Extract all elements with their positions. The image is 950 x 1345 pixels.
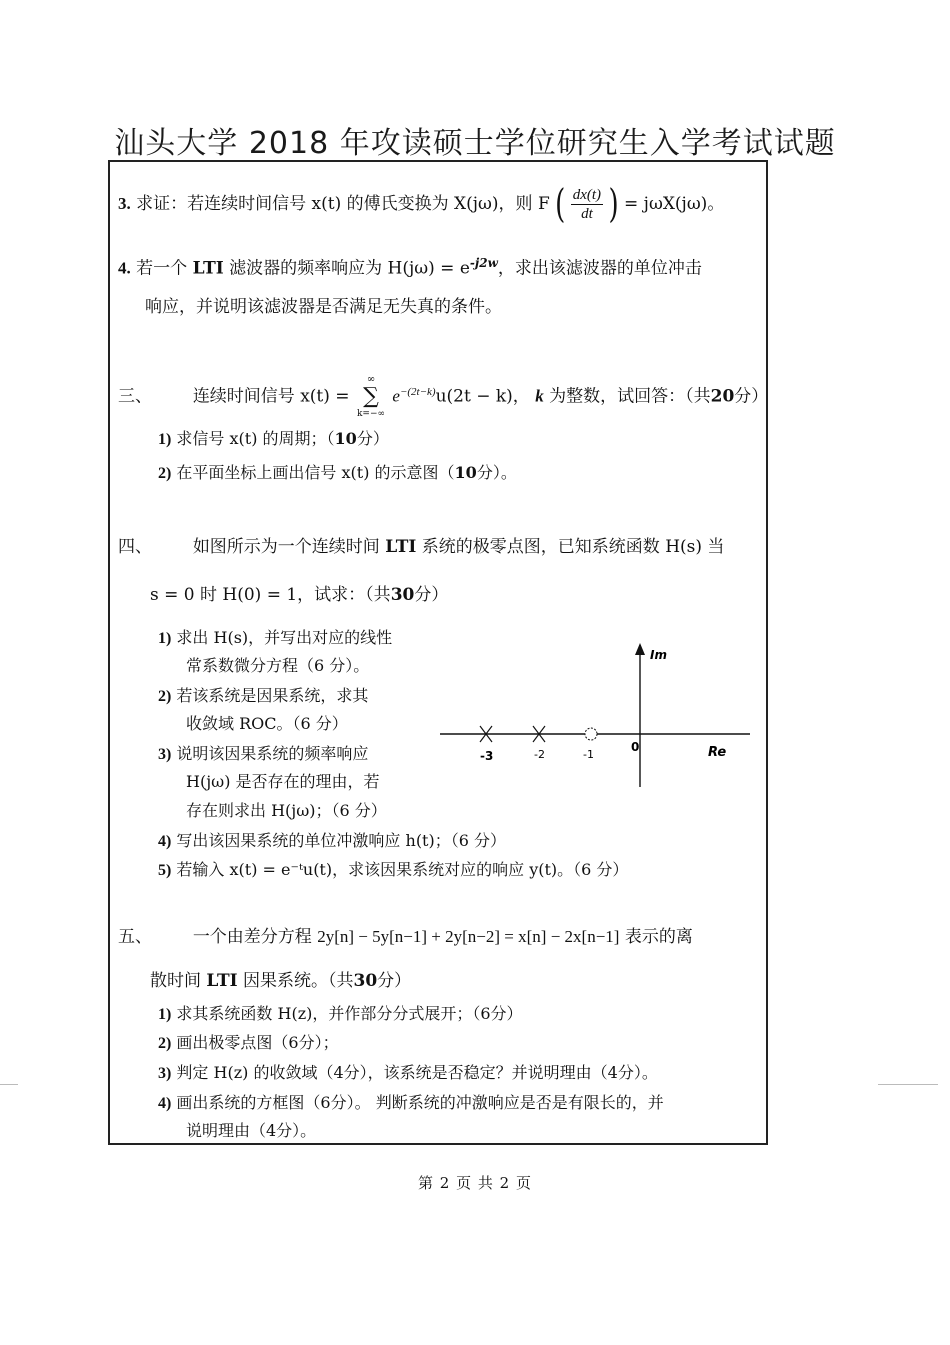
- section-3-text-d: 为整数，试回答：（共: [549, 386, 711, 407]
- item-text: 判定 H(z) 的收敛域（4分），该系统是否稳定？并说明理由（4分）。: [176, 1063, 658, 1082]
- section-5-line-2: [150, 970, 411, 992]
- item-points: 10: [334, 429, 357, 448]
- item-number: 3): [158, 1065, 172, 1082]
- section-4-line-2: [150, 584, 448, 606]
- derivative-fraction: [571, 186, 603, 223]
- section-5-header: [118, 926, 693, 948]
- section-4-label: 四、: [118, 537, 152, 557]
- tick-label-minus-2: -2: [534, 748, 545, 761]
- section-3-item-2: [158, 462, 517, 484]
- question-3-number: 3.: [118, 194, 131, 213]
- difference-equation: 2y[n] − 5y[n−1] + 2y[n−2] = x[n] − 2x[n−1]: [317, 927, 620, 946]
- section-4-item-1: [158, 627, 392, 649]
- item-text: 说明该因果系统的频率响应: [176, 744, 369, 763]
- section-5-item-4: [158, 1092, 664, 1114]
- question-4-line-2: 响应，并说明该滤波器是否满足无失真的条件。: [145, 297, 502, 317]
- question-3: [118, 182, 725, 227]
- item-number: 1): [158, 431, 172, 448]
- imag-axis-label: Im: [650, 648, 667, 662]
- item-text: 若输入 x(t) = e⁻ᵗu(t)，求该因果系统对应的响应 y(t)。（6 分）: [176, 860, 629, 879]
- item-points: 10: [454, 463, 477, 482]
- question-3-text-before: 求证：若连续时间信号 x(t) 的傅氏变换为 X(jω)，则 F: [136, 194, 550, 214]
- item-text-end: 分）: [356, 429, 389, 448]
- section-4-item-3: [158, 743, 368, 765]
- item-number: 1): [158, 1006, 172, 1023]
- section-3-item-1: [158, 428, 389, 450]
- question-4-text-a: 若一个: [136, 258, 188, 279]
- fraction-denominator: dt: [581, 206, 593, 222]
- tick-label-minus-3: -3: [480, 749, 494, 763]
- scan-mark-left: [0, 1084, 18, 1085]
- section-5-item-1: [158, 1003, 523, 1025]
- section-3-text-e: 分）: [734, 386, 769, 407]
- item-text: 画出极零点图（6分）；: [176, 1033, 339, 1052]
- zero-marker-minus-1: [585, 728, 597, 740]
- item-text: 写出该因果系统的单位冲激响应 h(t)；（6 分）: [176, 831, 506, 850]
- item-text: 画出系统的方框图（6分）。 判断系统的冲激响应是否是有限长的，并: [176, 1093, 664, 1112]
- tick-label-zero: 0: [631, 740, 640, 754]
- question-3-text-after: = jωX(jω)。: [624, 194, 725, 214]
- question-4-lti: LTI: [192, 258, 224, 279]
- section-3-points: 20: [710, 386, 735, 407]
- tick-label-minus-1: -1: [583, 748, 594, 761]
- item-number: 1): [158, 630, 172, 647]
- item-text: 求信号 x(t) 的周期；（: [176, 429, 335, 448]
- section-4-line2-end: 分）: [414, 585, 449, 605]
- left-paren: (: [555, 182, 566, 227]
- section-4-item-3-cont-2: 存在则求出 H(jω)；（6 分）: [186, 801, 387, 820]
- question-4-text-d: ，求出该滤波器的单位冲击: [497, 258, 702, 279]
- item-text: 若该系统是因果系统，求其: [176, 686, 369, 705]
- section-5-text-a: 一个由差分方程: [192, 927, 312, 947]
- section-4-item-2: [158, 685, 368, 707]
- section-4-text-c: 系统的极零点图，已知系统函数 H(s) 当: [421, 537, 725, 557]
- section-3-header: [118, 374, 768, 420]
- summation: ∞ ∑ k=−∞: [356, 374, 386, 419]
- section-3-text-c: u(2t − k)，: [435, 386, 530, 407]
- section-5-item-3: [158, 1062, 658, 1084]
- item-number: 2): [158, 1035, 172, 1052]
- section-4-line2-text: s = 0 时 H(0) = 1，试求：（共: [150, 585, 391, 605]
- imag-axis-arrow-icon: [635, 643, 645, 655]
- item-text: 在平面坐标上画出信号 x(t) 的示意图（: [176, 463, 455, 482]
- question-4-exponent: -j2w: [469, 256, 498, 270]
- section-5-lti: LTI: [206, 971, 238, 991]
- section-3-exp-base: e: [392, 386, 400, 406]
- section-4-item-1-cont: 常系数微分方程（6 分）。: [186, 656, 370, 675]
- item-number: 4): [158, 1095, 172, 1112]
- section-4-item-5: [158, 859, 628, 881]
- section-5-line2-d: 分）: [377, 971, 412, 991]
- item-number: 3): [158, 746, 172, 763]
- item-number: 4): [158, 833, 172, 850]
- sum-upper-limit: ∞: [366, 374, 376, 385]
- page-footer: 第 2 页 共 2 页: [418, 1174, 532, 1192]
- item-number: 2): [158, 688, 172, 705]
- section-5-item-4-cont: 说明理由（4分）。: [186, 1121, 317, 1140]
- section-3-exponent: −(2t−k): [399, 385, 436, 398]
- section-4-points: 30: [390, 585, 415, 605]
- section-4-item-2-cont: 收敛域 ROC。（6 分）: [186, 714, 348, 733]
- section-5-line2-c: 因果系统。（共: [242, 971, 354, 991]
- section-5-label: 五、: [118, 927, 152, 947]
- real-axis-label: Re: [708, 745, 727, 760]
- section-5-points: 30: [353, 971, 378, 991]
- section-5-line2-a: 散时间: [150, 971, 201, 991]
- question-4-text-c: 滤波器的频率响应为 H(jω) = e: [229, 258, 470, 279]
- item-text-end: 分）。: [476, 463, 517, 482]
- section-5-text-b: 表示的离: [624, 927, 693, 947]
- section-4-text-a: 如图所示为一个连续时间: [192, 537, 380, 557]
- section-3-label: 三、: [118, 386, 152, 407]
- question-4-line-1: [118, 252, 702, 280]
- right-paren: ): [608, 182, 619, 227]
- question-4-number: 4.: [118, 258, 131, 278]
- item-text: 求其系统函数 H(z)，并作部分分式展开；（6分）: [176, 1004, 523, 1023]
- sum-lower-limit: k=−∞: [356, 409, 386, 419]
- fraction-numerator: dx(t): [572, 187, 602, 203]
- section-4-item-4: [158, 830, 506, 852]
- scan-mark-right: [878, 1084, 938, 1085]
- item-number: 5): [158, 862, 172, 879]
- pole-zero-plot: [430, 635, 760, 795]
- section-3-text-a: 连续时间信号 x(t) =: [192, 386, 350, 407]
- section-5-item-2: [158, 1032, 339, 1054]
- section-3-k: k: [535, 386, 544, 406]
- section-4-header: [118, 536, 724, 558]
- exam-title: 汕头大学 2018 年攻读硕士学位研究生入学考试试题: [114, 126, 836, 161]
- item-number: 2): [158, 465, 172, 482]
- section-4-lti: LTI: [385, 537, 417, 557]
- item-text: 求出 H(s)，并写出对应的线性: [176, 628, 393, 647]
- section-4-item-3-cont: H(jω) 是否存在的理由，若: [186, 772, 380, 791]
